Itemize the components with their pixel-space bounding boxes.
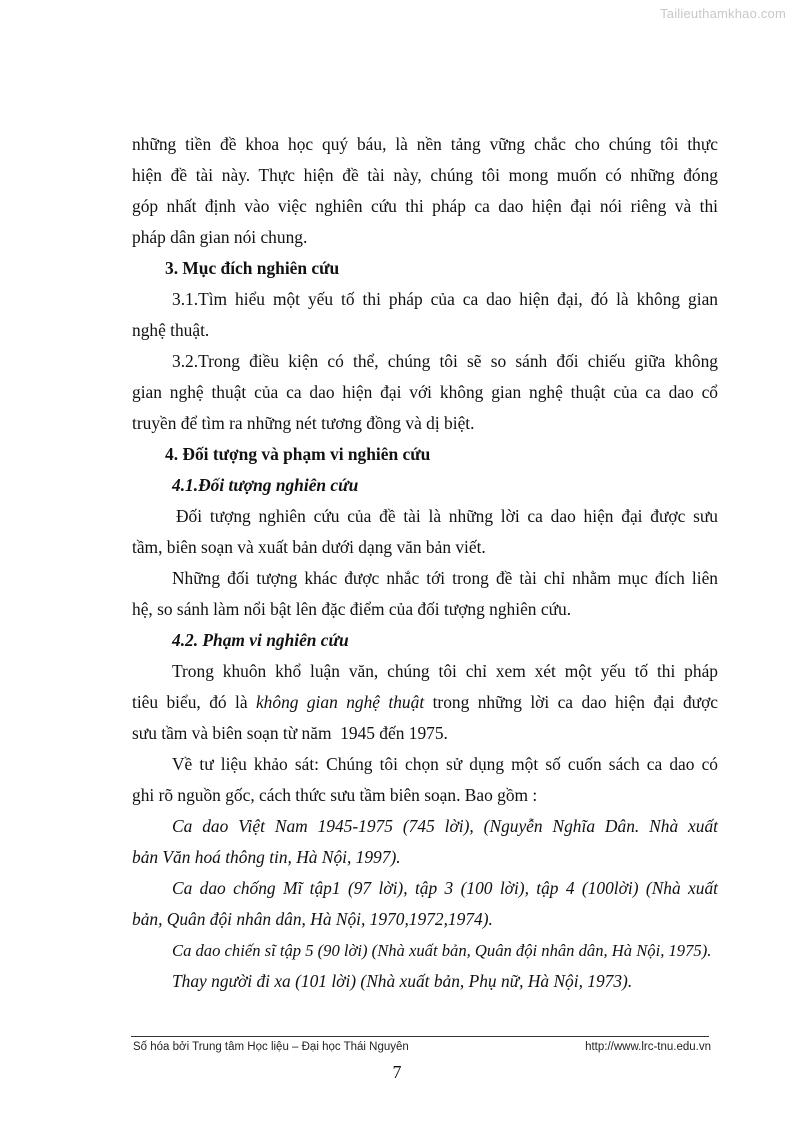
- section-4-2-paragraph-1: [132, 656, 718, 749]
- text-line: nghệ thuật.: [132, 320, 210, 340]
- section-4-2-heading: 4.2. Phạm vi nghiên cứu: [172, 630, 349, 650]
- text-line: Ca dao chống Mĩ tập1 (97 lời), tập 3 (100 lời), tập 4 (100lời) (Nhà xuất: [172, 878, 718, 898]
- page-number: 7: [392, 1062, 402, 1082]
- text-line: gian nghệ thuật của ca dao hiện đại với không gian nghệ thuật của ca dao cổ: [132, 382, 718, 402]
- text-line: bản, Quân đội nhân dân, Hà Nội, 1970,1972,1974).: [132, 909, 493, 929]
- text-line: Ca dao Việt Nam 1945-1975 (745 lời), (Nguyễn Nghĩa Dân. Nhà xuất: [172, 816, 718, 836]
- section-3-heading: 3. Mục đích nghiên cứu: [165, 258, 340, 278]
- text-line: Những đối tượng khác được nhắc tới trong đề tài chỉ nhằm mục đích liên: [172, 568, 718, 588]
- source-item: [132, 873, 718, 935]
- text-line: bản Văn hoá thông tin, Hà Nội, 1997).: [132, 847, 401, 867]
- text-line: tầm, biên soạn và xuất bản dưới dạng văn bản viết.: [132, 537, 486, 557]
- text-line: góp nhất định vào việc nghiên cứu thi pháp ca dao hiện đại nói riêng và thi: [132, 196, 718, 216]
- text-run: tiêu biểu, đó là: [132, 692, 256, 712]
- section-3-paragraph-2: [132, 346, 718, 439]
- page-body: [132, 129, 718, 997]
- footer-url: http://www.lrc-tnu.edu.vn: [585, 1041, 711, 1053]
- footer-credit: Số hóa bởi Trung tâm Học liệu – Đại học Thái Nguyên: [133, 1041, 409, 1053]
- watermark-text: Tailieuthamkhao.com: [660, 6, 786, 21]
- text-line: Đối tượng nghiên cứu của đề tài là những lời ca dao hiện đại được sưu: [176, 506, 718, 526]
- section-4-1-paragraph-2: [132, 563, 718, 625]
- text-line: sưu tầm và biên soạn từ năm 1945 đến 1975.: [132, 723, 448, 743]
- section-4-1-heading: 4.1.Đối tượng nghiên cứu: [172, 475, 359, 495]
- text-line: pháp dân gian nói chung.: [132, 227, 308, 247]
- text-line: Ca dao chiến sĩ tập 5 (90 lời) (Nhà xuất bản, Quân đội nhân dân, Hà Nội, 1975).: [172, 941, 712, 960]
- page-footer: [133, 1041, 711, 1053]
- text-run: trong những lời ca dao hiện đại được: [424, 692, 719, 712]
- source-item: [132, 811, 718, 873]
- text-line: Trong khuôn khổ luận văn, chúng tôi chỉ xem xét một yếu tố thi pháp: [172, 661, 718, 681]
- source-item: [132, 966, 718, 997]
- intro-paragraph: [132, 129, 718, 253]
- text-line: 3.2.Trong điều kiện có thể, chúng tôi sẽ so sánh đối chiếu giữa không: [172, 351, 718, 371]
- footer-divider: [131, 1036, 709, 1037]
- text-line: ghi rõ nguồn gốc, cách thức sưu tầm biên soạn. Bao gồm :: [132, 785, 538, 805]
- source-item: [132, 935, 718, 966]
- text-line: Thay người đi xa (101 lời) (Nhà xuất bản, Phụ nữ, Hà Nội, 1973).: [172, 971, 633, 991]
- text-line: 3.1.Tìm hiểu một yếu tố thi pháp của ca dao hiện đại, đó là không gian: [172, 289, 718, 309]
- section-4-1-paragraph-1: [132, 501, 718, 563]
- section-4-2-paragraph-2: [132, 749, 718, 811]
- text-line: [132, 687, 718, 718]
- section-4-heading: 4. Đối tượng và phạm vi nghiên cứu: [165, 444, 431, 464]
- emphasis-text: không gian nghệ thuật: [255, 692, 425, 712]
- text-line: truyền để tìm ra những nét tương đồng và dị biệt.: [132, 413, 475, 433]
- text-line: những tiền đề khoa học quý báu, là nền tảng vững chắc cho chúng tôi thực: [132, 134, 718, 154]
- text-line: hiện đề tài này. Thực hiện đề tài này, chúng tôi mong muốn có những đóng: [132, 165, 718, 185]
- text-line: hệ, so sánh làm nổi bật lên đặc điểm của đối tượng nghiên cứu.: [132, 599, 572, 619]
- text-line: Về tư liệu khảo sát: Chúng tôi chọn sử dụng một số cuốn sách ca dao có: [172, 754, 718, 774]
- section-3-paragraph-1: [132, 284, 718, 346]
